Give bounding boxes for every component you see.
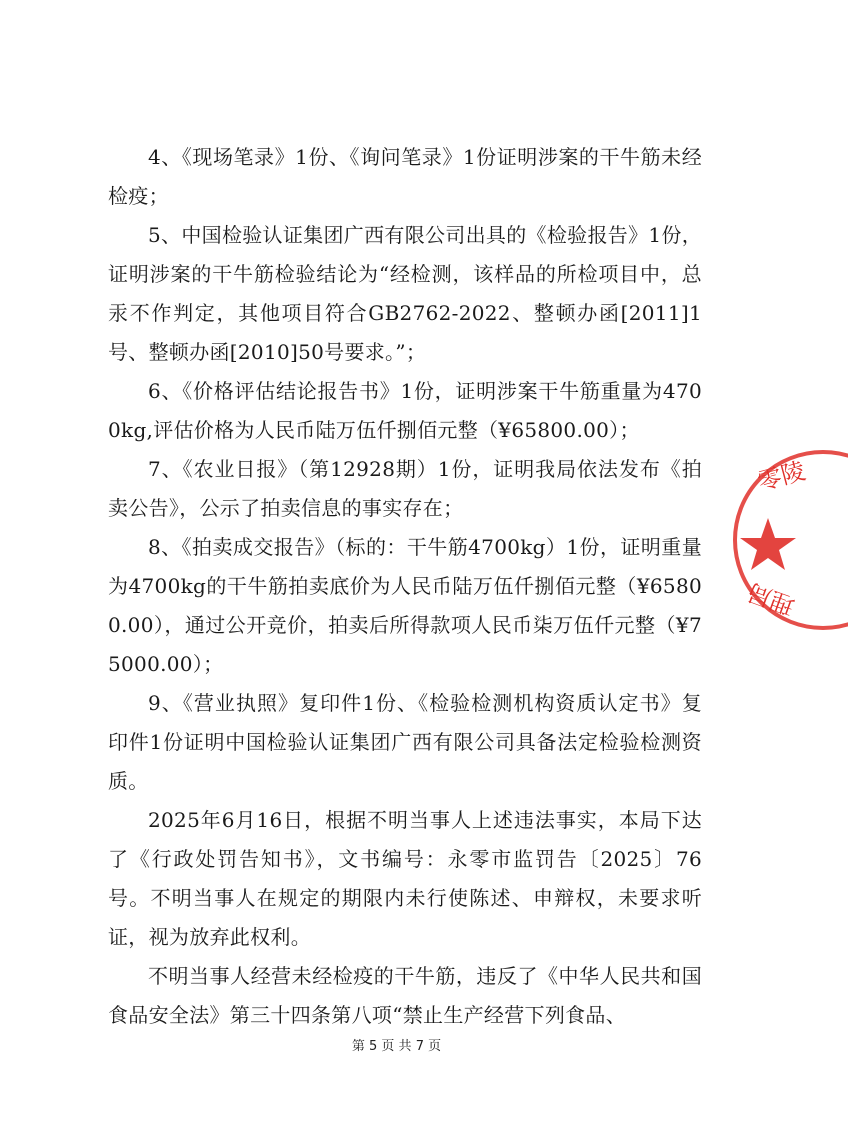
svg-text:零陵: 零陵 bbox=[754, 456, 809, 497]
paragraph-evidence-8: 8、《拍卖成交报告》（标的：干牛筋4700kg）1份，证明重量为4700kg的干牛筋拍卖底价为人民币陆万伍仟捌佰元整（¥65800.00），通过公开竞价，拍卖后所得款项人民币柒万伍仟元整（¥75000.00）； bbox=[108, 535, 702, 676]
paragraph-evidence-4: 4、《现场笔录》1份、《询问笔录》1份证明涉案的干牛筋未经检疫； bbox=[108, 145, 702, 208]
official-seal-stamp bbox=[728, 440, 809, 640]
paragraph-evidence-9: 9、《营业执照》复印件1份、《检验检测机构资质认定书》复印件1份证明中国检验认证集团广西有限公司具备法定检验检测资质。 bbox=[108, 691, 702, 793]
paragraph-evidence-5: 5、中国检验认证集团广西有限公司出具的《检验报告》1份，证明涉案的干牛筋检验结论为“经检测，该样品的所检项目中，总汞不作判定，其他项目符合GB2762-2022、整顿办函[2011]1号、整顿办函[2010]50号要求。”； bbox=[108, 223, 702, 364]
page-number-footer: 第 5 页 共 7 页 bbox=[351, 1039, 442, 1054]
paragraph-violation: 不明当事人经营未经检疫的干牛筋，违反了《中华人民共和国食品安全法》第三十四条第八项“禁止生产经营下列食品、 bbox=[108, 964, 702, 1027]
paragraph-evidence-7: 7、《农业日报》（第12928期）1份，证明我局依法发布《拍卖公告》，公示了拍卖信息的事实存在； bbox=[108, 457, 702, 520]
document-body bbox=[108, 138, 702, 1035]
svg-text:理局: 理局 bbox=[743, 577, 799, 621]
paragraph-notice: 2025年6月16日，根据不明当事人上述违法事实，本局下达了《行政处罚告知书》，文书编号：永零市监罚告〔2025〕76号。不明当事人在规定的期限内未行使陈述、申辩权，未要求听证，视为放弃此权利。 bbox=[108, 808, 702, 949]
paragraph-evidence-6: 6、《价格评估结论报告书》1份，证明涉案干牛筋重量为4700kg,评估价格为人民币陆万伍仟捌佰元整（¥65800.00）； bbox=[108, 379, 702, 442]
